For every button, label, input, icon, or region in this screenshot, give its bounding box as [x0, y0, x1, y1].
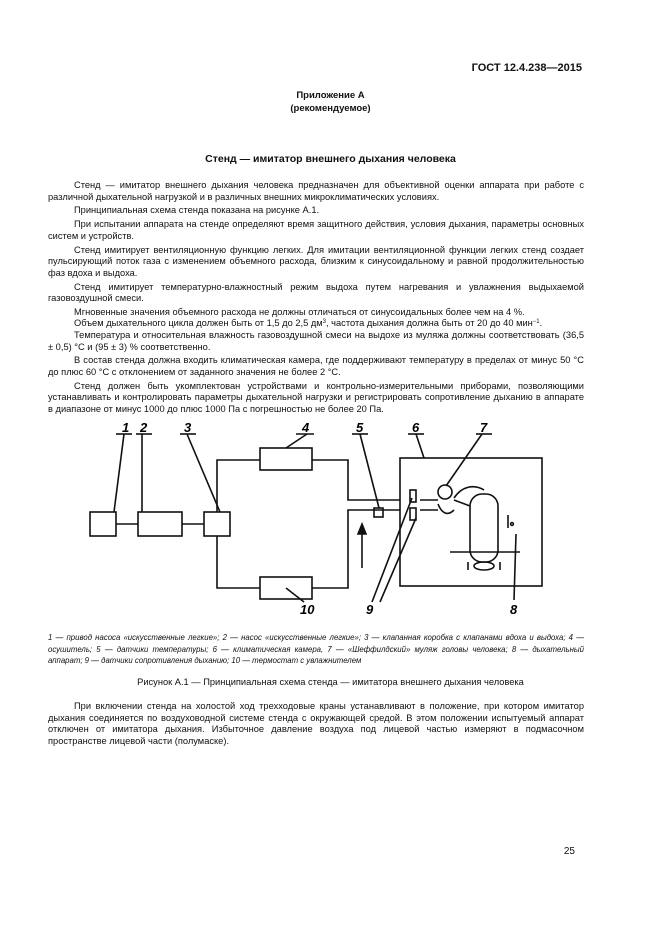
paragraph: Принципиальная схема стенда показана на рисунке А.1.: [74, 205, 320, 216]
page-number: 25: [563, 846, 575, 857]
figure-label-3: 3: [184, 420, 192, 435]
body-text: [48, 180, 584, 418]
figure-label-4: 4: [302, 420, 310, 435]
paragraph: При испытании аппарата на стенде определяют время защитного действия, условия дыхания, параметры основных систем и устройств.: [48, 219, 584, 241]
figure-label-7: 7: [480, 420, 488, 435]
pump-drive-block: [90, 512, 116, 536]
appendix-title: Приложение А: [296, 90, 365, 101]
figure-label-9: 9: [366, 602, 374, 617]
standard-header: ГОСТ 12.4.238—2015: [471, 62, 582, 74]
paragraph: Стенд должен быть укомплектован устройствами и контрольно-измерительными приборами, позволяющими устанавливать и контролировать параметры дыхательной нагрузки и регистрировать сопротивление дыханию в аппарате в диапазоне от минус 1000 до плюс 1000 Па с погрешностью не более 20 Па.: [48, 380, 584, 414]
paragraph: В состав стенда должна входить климатическая камера, где поддерживают температуру в пределах от минус 50 °С до плюс 60 °С с отклонением от заданного значения не более 2 °С.: [48, 355, 584, 378]
paragraph: Мгновенные значения объемного расхода не должны отличаться от синусоидальных более чем на 4 %.: [74, 306, 525, 317]
section-title: Стенд — имитатор внешнего дыхания человека: [205, 153, 456, 165]
figure-label-5: 5: [356, 420, 364, 435]
figure-label-2: 2: [140, 420, 148, 435]
figure-a1-schematic: [70, 420, 570, 630]
figure-legend: 1 — привод насоса «искусственные легкие»; 2 — насос «искусственные легкие»; 3 — клапанная коробка с клапанами вдоха и выдоха; 4 — осушитель; 5 — датчики температуры; 6 — климатическая камера, 7 — «Шеффилдский» муляж головы человека; 8 — дыхательный аппарат; 9 — датчики сопротивления дыханию; 10 — термостат с увлажнителем: [48, 633, 584, 665]
paragraph: Температура и относительная влажность газовоздушной смеси на выдохе из муляжа должны соответствовать (36,5 ± 0,5) °С и (95 ± 3) % соответственно.: [48, 330, 584, 352]
figure-label-10: 10: [300, 602, 315, 617]
figure-caption: Рисунок А.1 — Принципиальная схема стенда — имитатора внешнего дыхания человека: [137, 677, 524, 687]
figure-label-6: 6: [412, 420, 420, 435]
pump-block: [138, 512, 182, 536]
paragraph: Стенд — имитатор внешнего дыхания человека предназначен для объективной оценки аппарата при работе с различной дыхательной нагрузкой и в различных внешних микроклиматических условиях.: [48, 180, 584, 202]
figure-label-1: 1: [122, 420, 130, 435]
figure-label-8: 8: [510, 602, 518, 617]
paragraph-cycle: Объем дыхательного цикла должен быть от 1,5 до 2,5 $дм^3$, частота дыхания должна быть от 20 до 40 мин$^{-1}$.: [74, 318, 543, 329]
closing-text: [48, 701, 584, 750]
valve-box-block: [204, 512, 230, 536]
head-dummy-shape: [438, 485, 452, 499]
appendix-subtitle: (рекомендуемое): [290, 103, 371, 114]
schematic-diagram: [70, 420, 570, 630]
paragraph: Стенд имитирует вентиляционную функцию легких. Для имитации вентиляционной функции легких стенд создает пульсирующий поток газа с изменением объемного расхода, близким к синусоидальному и равной продолжительностью фаз вдоха и выдоха.: [48, 244, 584, 278]
climate-chamber: [400, 458, 542, 586]
paragraph: Стенд имитирует температурно-влажностный режим выдоха путем нагревания и увлажнения выдыхаемой газовоздушной смеси.: [48, 281, 584, 304]
paragraph: При включении стенда на холостой ход трехходовые краны устанавливают в положение, при котором имитатор дыхания соединяется по воздуховодной системе стенда с окружающей средой. В этом положении испытуемый аппарат отключен от имитатора дыхания. Избыточное давление воздуха под лицевой частью измеряют в подмасочном пространстве лицевой части (полумаске).: [48, 701, 584, 746]
dryer-block: [260, 448, 312, 470]
